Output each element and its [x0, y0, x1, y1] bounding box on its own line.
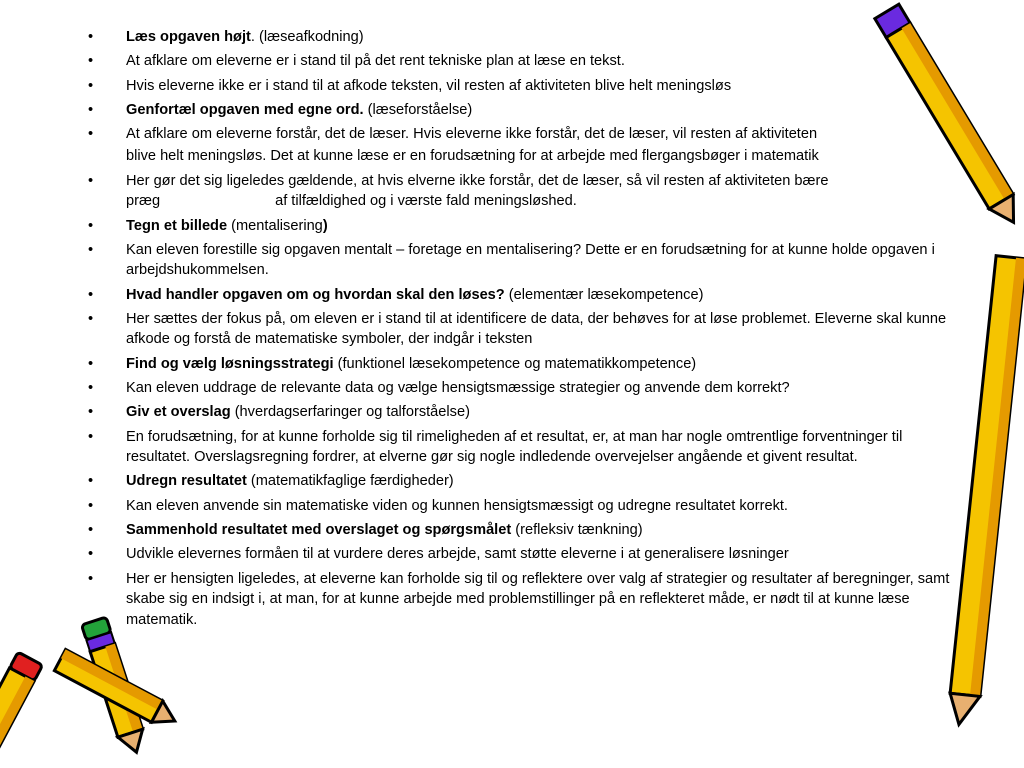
bullet-heading: Tegn et billede [126, 217, 228, 234]
bullet-text: Kan eleven forestille sig opgaven mentalt – foretage en mentalisering? Dette er en forudsætning for at kunne holde opgaven i arbejdshukommelsen. [126, 241, 935, 279]
pencil-shade-icon [61, 649, 163, 709]
pencil-bottom-left-green-icon [81, 617, 148, 756]
bullet-dot: • [88, 570, 94, 587]
bullet-heading: Find og vælg løsningsstrategi [126, 355, 334, 372]
list-item [88, 354, 968, 375]
bullet-dot: • [88, 126, 94, 143]
bullet-dot: • [88, 522, 94, 539]
bullet-text: En forudsætning, for at kunne forholde sig til rimeligheden af et resultat, er, at man har nogle omtrentlige forventninger til resultatet. Overslagsregning fordrer, at elverne gør sig nogle indledende overvejelser angående et givent resultat. [126, 428, 903, 466]
bullet-text: (mentalisering [227, 217, 323, 234]
list-item [88, 240, 968, 281]
bullet-text: At afklare om eleverne er i stand til på det rent tekniske plan at læse en tekst. [126, 53, 625, 70]
bullet-dot: • [88, 29, 94, 45]
list-item [88, 520, 968, 541]
pencil-shade-icon [970, 258, 1024, 697]
list-item [88, 124, 968, 145]
bullet-text: Her sættes der fokus på, om eleven er i stand til at identificere de data, der behøves for at løse problemet. Eleverne skal kunne afkode og forstå de matematiske symboler, der indgår i teksten [126, 310, 947, 348]
bullet-dot: • [88, 217, 94, 234]
bullet-dot: • [88, 355, 94, 372]
pencil-bottom-left-red-icon [0, 652, 43, 768]
bullet-text: præg [126, 193, 161, 210]
list-item [88, 378, 968, 399]
bullet-text: Her gør det sig ligeledes gældende, at hvis elverne ikke forstår, det de læser, så vil resten af aktiviteten bære [126, 172, 829, 189]
bullet-heading: Sammenhold resultatet med overslaget og spørgsmålet [126, 522, 512, 539]
bullet-text: (funktionel læsekompetence og matematikkompetence) [333, 355, 697, 372]
bullet-dot: • [88, 77, 94, 94]
bullet-dot: • [88, 473, 94, 490]
pencil-tip-icon [947, 693, 980, 726]
bullet-dot: • [88, 404, 94, 421]
bullet-dot: • [88, 286, 94, 303]
bullet-dot: • [88, 380, 94, 397]
pencil-bottom-left-third-icon [54, 649, 180, 731]
bullet-text: Udvikle elevernes formåen til at vurdere deres arbejde, samt støtte eleverne i at generalisere løsninger [126, 546, 789, 563]
bullet-text: (hverdagserfaringer og talforståelse) [230, 404, 470, 421]
bullet-dot: • [88, 428, 94, 445]
pencil-body-icon [54, 649, 162, 722]
list-item [88, 27, 968, 48]
bullet-text: Kan eleven uddrage de relevante data og vælge hensigtsmæssige strategier og anvende dem korrekt? [126, 380, 790, 397]
list-item [88, 76, 968, 97]
pencil-body-icon [90, 644, 143, 738]
bullet-list [88, 27, 968, 634]
eraser-icon [10, 652, 43, 681]
list-item-continuation [88, 146, 968, 167]
bullet-heading: Genfortæl opgaven med egne ord. [126, 101, 364, 118]
bullet-heading: Udregn resultatet [126, 473, 247, 490]
list-item [88, 309, 968, 350]
list-item [88, 471, 968, 492]
bullet-dot: • [88, 101, 94, 118]
list-item [88, 427, 968, 468]
pencil-body-icon [0, 668, 34, 752]
list-item [88, 100, 968, 121]
bullet-text: (matematikfaglige færdigheder) [246, 473, 454, 490]
bullet-dot: • [88, 172, 94, 189]
bullet-text: At afklare om eleverne forstår, det de læser. Hvis eleverne ikke forstår, det de læser, vil resten af aktiviteten [126, 126, 818, 143]
pencil-shade-icon [105, 644, 142, 733]
bullet-text: blive helt meningsløs. Det at kunne læse er en forudsætning for at arbejde med flergangsbøger i matematik [126, 148, 819, 165]
pencil-tip-icon [989, 195, 1024, 230]
list-item [88, 496, 968, 517]
bullet-text: (læseforståelse) [363, 101, 473, 118]
bullet-text: af tilfældighed og i værste fald meningsløshed. [275, 193, 577, 210]
bullet-dot: • [88, 546, 94, 563]
pencil-tip-icon [118, 729, 149, 756]
list-item [88, 216, 968, 237]
bullet-text: . (læseafkodning) [250, 29, 364, 45]
pencil-band-icon [86, 632, 114, 651]
bullet-text: Kan eleven anvende sin matematiske viden og kunnen hensigtsmæssigt og udregne resultatet korrekt. [126, 497, 788, 514]
pencil-shade-icon [0, 676, 34, 751]
bullet-heading: Læs opgaven højt [126, 29, 251, 45]
list-item [88, 402, 968, 423]
pencil-tip-icon [151, 701, 180, 732]
bullet-dot: • [88, 310, 94, 327]
bullet-heading: Hvad handler opgaven om og hvordan skal den løses? [126, 286, 505, 303]
bullet-dot: • [88, 497, 94, 514]
bullet-text: Hvis eleverne ikke er i stand til at afkode teksten, vil resten af aktiviteten blive helt meningsløs [126, 77, 732, 94]
bullet-dot: • [88, 53, 94, 70]
bullet-heading: Giv et overslag [126, 404, 231, 421]
list-item [88, 569, 968, 631]
list-item [88, 544, 968, 565]
bullet-text: ) [322, 217, 328, 234]
list-item [88, 51, 968, 72]
bullet-text: (refleksiv tænkning) [511, 522, 643, 539]
bullet-dot: • [88, 241, 94, 258]
bullet-text: (elementær læsekompetence) [504, 286, 704, 303]
list-item [88, 285, 968, 306]
bullet-text: Her er hensigten ligeledes, at eleverne kan forholde sig til og reflektere over valg af strategier og resultater af beregninger, samt skabe sig en indsigt i, at man, for at kunne arbejde med problemstillinger på en reflekteret måde, er nødt til at kunne læse matematik. [126, 570, 950, 628]
list-item [88, 171, 968, 212]
